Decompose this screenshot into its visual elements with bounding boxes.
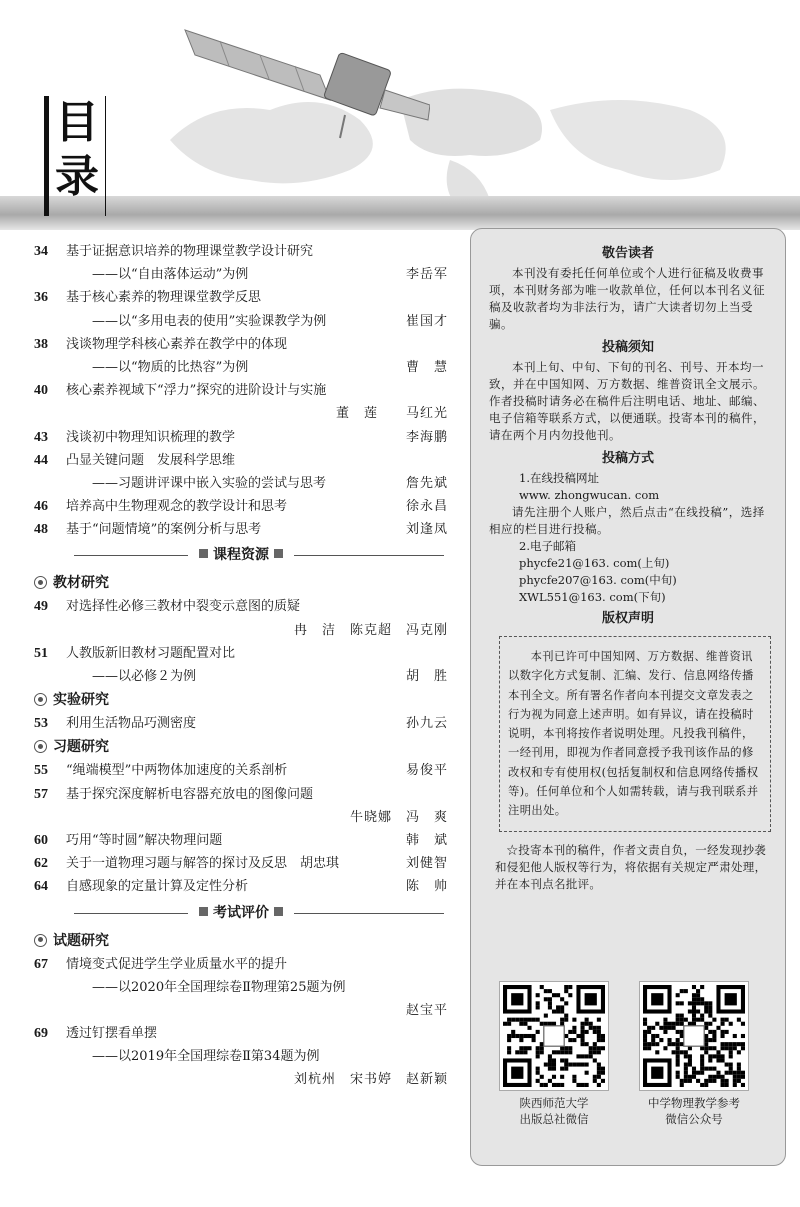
table-of-contents bbox=[34, 240, 448, 1092]
online-label: 1.在线投稿网址 bbox=[519, 471, 599, 485]
toc-row[interactable] bbox=[34, 829, 448, 852]
toc-row[interactable] bbox=[34, 426, 448, 449]
page-number: 46 bbox=[34, 499, 48, 515]
header-banner bbox=[0, 0, 800, 232]
article-authors: 孙九云 bbox=[405, 716, 448, 732]
article-authors: 李岳军 bbox=[405, 267, 448, 283]
copyright-title: 版权声明 bbox=[601, 611, 654, 626]
article-authors: 李海鹏 bbox=[405, 429, 448, 445]
toc-row[interactable] bbox=[34, 379, 448, 402]
page-title: 目 录 bbox=[44, 96, 106, 216]
qr-code-icon[interactable] bbox=[499, 981, 609, 1091]
article-authors: 牛晓娜 冯 爽 bbox=[349, 809, 448, 825]
article-title: 巧用“等时圆”解决物理问题 bbox=[66, 832, 223, 848]
page-number: 64 bbox=[34, 879, 48, 895]
notice-body: 本刊没有委托任何单位或个人进行征稿及收费事项，本刊财务部为唯一收款单位，任何以本刊名义征稿及收款者均为非法行为，请广大读者切勿上当受骗。 bbox=[489, 266, 765, 331]
article-authors: 徐永昌 bbox=[405, 499, 448, 515]
toc-row[interactable] bbox=[34, 953, 448, 976]
method-title: 投稿方式 bbox=[601, 451, 654, 466]
toc-row[interactable] bbox=[34, 875, 448, 898]
article-title: 自感现象的定量计算及定性分析 bbox=[66, 879, 249, 895]
toc-row[interactable] bbox=[34, 665, 448, 688]
page-number: 60 bbox=[34, 832, 48, 848]
page-number: 48 bbox=[34, 522, 48, 538]
toc-row[interactable] bbox=[34, 495, 448, 518]
submission-title: 投稿须知 bbox=[601, 340, 654, 355]
article-title: 基于证据意识培养的物理课堂教学设计研究 bbox=[66, 244, 314, 259]
article-title: 核心素养视域下“浮力”探究的进阶设计与实施 bbox=[66, 383, 327, 399]
article-title: 对选择性必修三教材中裂变示意图的质疑 bbox=[66, 599, 301, 615]
toc-row[interactable] bbox=[34, 642, 448, 665]
header-band bbox=[0, 196, 800, 230]
qr-code-icon[interactable] bbox=[639, 981, 749, 1091]
page-number: 38 bbox=[34, 336, 48, 352]
email-1[interactable]: phycfe21@163. com(上旬) bbox=[519, 556, 670, 570]
toc-row[interactable] bbox=[34, 806, 448, 829]
bullet-circle-icon bbox=[34, 740, 47, 753]
toc-row[interactable] bbox=[34, 712, 448, 735]
page-number: 55 bbox=[34, 763, 48, 779]
online-url[interactable]: www. zhongwucan. com bbox=[519, 488, 660, 502]
article-subtitle: ——以“多用电表的使用”实验课教学为例 bbox=[92, 313, 327, 329]
section-heading: 课程资源 bbox=[34, 541, 448, 571]
article-subtitle: ——以“物质的比热容”为例 bbox=[92, 359, 249, 375]
article-authors: 赵宝平 bbox=[405, 1002, 448, 1018]
article-authors: 刘健智 bbox=[405, 856, 448, 872]
section-heading: 考试评价 bbox=[34, 899, 448, 929]
email-2[interactable]: phycfe207@163. com(中旬) bbox=[519, 573, 677, 587]
submission-body: 本刊上旬、中旬、下旬的刊名、刊号、开本均一致，并在中国知网、万方数据、维普资讯全文展示。作者投稿时请务必在稿件后注明电话、地址、邮编、电子信箱等联系方式，以便通联。投寄本刊的稿件，请在两个月内勿投他刊。 bbox=[489, 360, 765, 442]
toc-row[interactable] bbox=[34, 852, 448, 875]
toc-row[interactable] bbox=[34, 759, 448, 782]
toc-row[interactable] bbox=[34, 449, 448, 472]
notice-panel bbox=[470, 228, 786, 1166]
page-number: 53 bbox=[34, 716, 48, 732]
toc-row[interactable] bbox=[34, 333, 448, 356]
page-number: 51 bbox=[34, 645, 48, 661]
toc-row[interactable] bbox=[34, 286, 448, 309]
article-title: 关于一道物理习题与解答的探讨及反思 胡忠琪 bbox=[66, 856, 340, 872]
category-heading: 实验研究 bbox=[34, 688, 448, 712]
article-authors: 曹 慧 bbox=[405, 359, 448, 375]
category-heading: 试题研究 bbox=[34, 929, 448, 953]
article-title: “绳端模型”中两物体加速度的关系剖析 bbox=[66, 763, 288, 779]
toc-row[interactable] bbox=[34, 619, 448, 642]
toc-row[interactable] bbox=[34, 472, 448, 495]
article-subtitle: ——以“自由落体运动”为例 bbox=[92, 267, 249, 283]
article-authors: 易俊平 bbox=[405, 763, 448, 779]
toc-row[interactable] bbox=[34, 999, 448, 1022]
article-authors: 陈 帅 bbox=[405, 879, 448, 895]
toc-row[interactable] bbox=[34, 976, 448, 999]
qr-left bbox=[499, 981, 609, 1127]
article-authors: 崔国才 bbox=[405, 313, 448, 329]
page-number: 67 bbox=[34, 956, 48, 972]
page-number: 36 bbox=[34, 290, 48, 306]
online-note: 请先注册个人账户，然后点击“在线投稿”，选择相应的栏目进行投稿。 bbox=[489, 505, 765, 536]
toc-row[interactable] bbox=[34, 356, 448, 379]
page-number: 40 bbox=[34, 383, 48, 399]
article-title: 凸显关键问题 发展科学思维 bbox=[66, 452, 236, 468]
toc-row[interactable] bbox=[34, 1068, 448, 1091]
article-authors: 董 莲 马红光 bbox=[335, 406, 448, 422]
article-title: 基于“问题情境”的案例分析与思考 bbox=[66, 522, 262, 538]
bullet-circle-icon bbox=[34, 576, 47, 589]
bullet-circle-icon bbox=[34, 934, 47, 947]
article-authors: 胡 胜 bbox=[405, 669, 448, 684]
page-number: 62 bbox=[34, 856, 48, 872]
article-title: 基于探究深度解析电容器充放电的图像问题 bbox=[66, 786, 314, 802]
article-authors: 韩 斌 bbox=[405, 832, 448, 848]
qr-right-caption: 中学物理教学参考 微信公众号 bbox=[648, 1096, 740, 1126]
satellite-image bbox=[180, 20, 430, 140]
article-authors: 刘逢凤 bbox=[405, 522, 448, 538]
toc-row[interactable] bbox=[34, 783, 448, 806]
warning-note: ☆投寄本刊的稿件，作者文责自负，一经发现抄袭和侵犯他人版权等行为，将依据有关规定严肃处理，并在本刊点名批评。 bbox=[495, 842, 767, 891]
copyright-box: 本刊已许可中国知网、万方数据、维普资讯以数字化方式复制、汇编、发行、信息网络传播本刊全文。所有署名作者向本刊提交文章发表之行为视为同意上述声明。如有异议，请在投稿时说明，本刊将按作者说明处理。凡投我刊稿件，一经刊用，即视为作者同意授予我刊该作品的修改权和专有使用权(包括复制权和信息网络传播权等)。任何单位和个人如需转载，请与我刊联系并注明出处。 bbox=[499, 636, 771, 832]
page-number: 34 bbox=[34, 244, 48, 259]
toc-row[interactable] bbox=[34, 263, 448, 286]
article-title: 浅谈初中物理知识梳理的教学 bbox=[66, 429, 236, 445]
toc-row[interactable] bbox=[34, 1045, 448, 1068]
page-number: 49 bbox=[34, 599, 48, 615]
article-title: 人教版新旧教材习题配置对比 bbox=[66, 645, 236, 661]
category-heading: 教材研究 bbox=[34, 571, 448, 595]
article-title: 透过钉摆看单摆 bbox=[66, 1026, 158, 1042]
article-title: 情境变式促进学生学业质量水平的提升 bbox=[66, 956, 288, 972]
email-3[interactable]: XWL551@163. com(下旬) bbox=[519, 590, 666, 604]
notice-title: 敬告读者 bbox=[601, 246, 654, 261]
toc-row[interactable] bbox=[34, 518, 448, 541]
article-title: 基于核心素养的物理课堂教学反思 bbox=[66, 290, 262, 306]
page-number: 44 bbox=[34, 452, 48, 468]
page-number: 69 bbox=[34, 1026, 48, 1042]
article-authors: 詹先斌 bbox=[405, 475, 448, 491]
article-title: 浅谈物理学科核心素养在教学中的体现 bbox=[66, 336, 288, 352]
toc-row[interactable] bbox=[34, 240, 448, 263]
article-authors: 冉 洁 陈克超 冯克刚 bbox=[293, 622, 448, 638]
qr-left-caption: 陕西师范大学 出版总社微信 bbox=[519, 1096, 589, 1126]
toc-row[interactable] bbox=[34, 310, 448, 333]
category-heading: 习题研究 bbox=[34, 735, 448, 759]
article-subtitle: ——习题讲评课中嵌入实验的尝试与思考 bbox=[92, 475, 327, 491]
article-authors: 刘杭州 宋书婷 赵新颖 bbox=[293, 1072, 448, 1088]
page-number: 43 bbox=[34, 429, 48, 445]
article-subtitle: ——以2020年全国理综卷Ⅱ物理第25题为例 bbox=[92, 979, 346, 995]
article-title: 培养高中生物理观念的教学设计和思考 bbox=[66, 499, 288, 515]
page-number: 57 bbox=[34, 786, 48, 802]
article-subtitle: ——以必修２为例 bbox=[92, 669, 197, 684]
article-subtitle: ——以2019年全国理综卷Ⅱ第34题为例 bbox=[92, 1049, 320, 1065]
toc-row[interactable] bbox=[34, 1022, 448, 1045]
email-label: 2.电子邮箱 bbox=[519, 539, 576, 553]
qr-right bbox=[639, 981, 749, 1127]
toc-row[interactable] bbox=[34, 595, 448, 618]
toc-row[interactable] bbox=[34, 402, 448, 425]
bullet-circle-icon bbox=[34, 693, 47, 706]
article-title: 利用生活物品巧测密度 bbox=[66, 716, 197, 732]
